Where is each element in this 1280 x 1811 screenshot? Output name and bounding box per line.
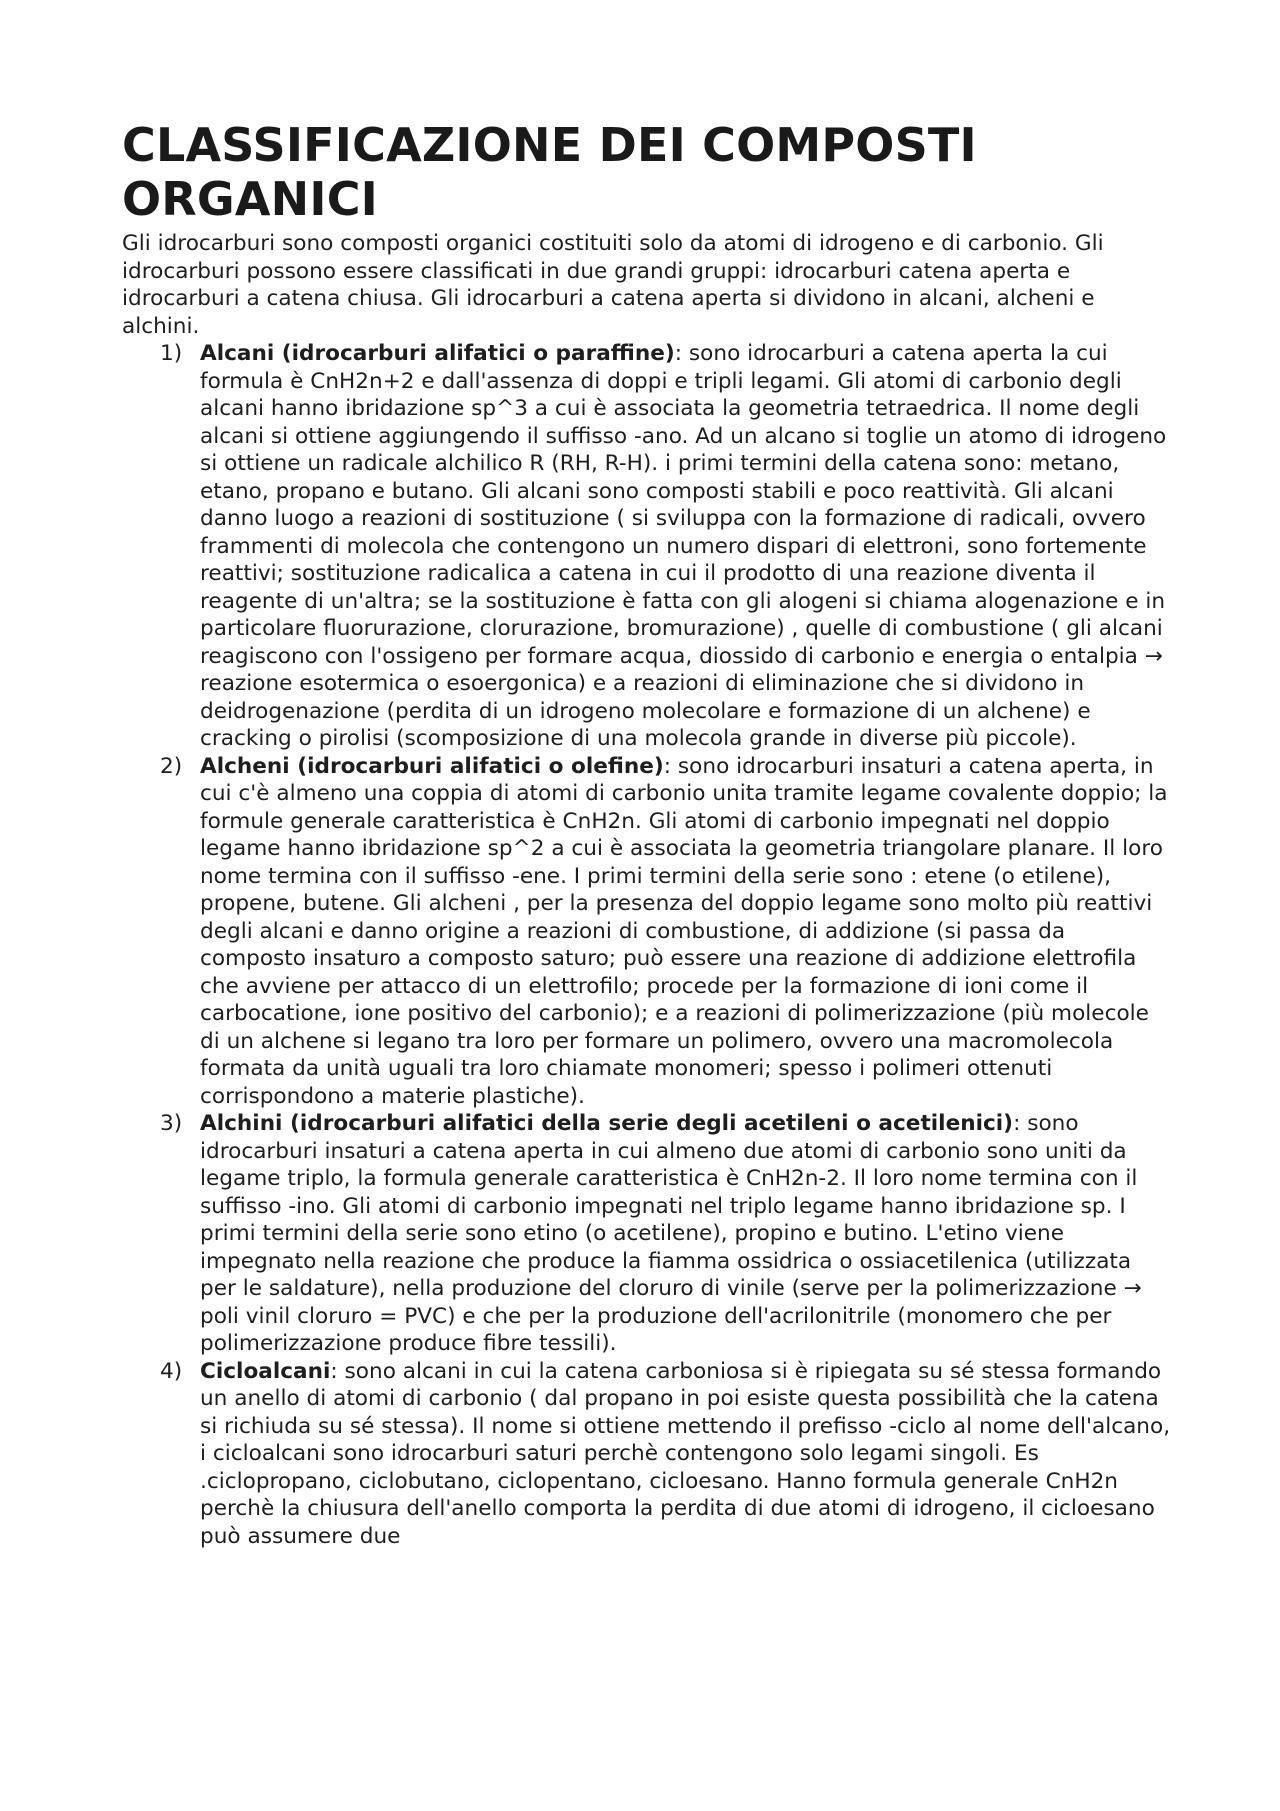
- document-page: [122, 118, 1172, 1550]
- item-number: 3): [160, 1111, 183, 1136]
- item-text: : sono idrocarburi insaturi a catena aperta, in cui c'è almeno una coppia di atomi di carbonio unita tramite legame covalente doppio; la formule generale caratteristica è CnH2n. Gli atomi di carbonio impegnati nel doppio legame hanno ibridazione sp^2 a cui è associata la geometria triangolare planare. Il loro nome termina con il suffisso -ene. I primi termini della serie sono : etene (o etilene), propene, butene. Gli alcheni , per la presenza del doppio legame sono molto più reattivi degli alcani e danno origine a reazioni di combustione, di addizione (si passa da composto insaturo a composto saturo; può essere una reazione di addizione elettrofila che avviene per attacco di un elettrofilo; procede per la formazione di ioni come il carbocatione, ione positivo del carbonio); e a reazioni di polimerizzazione (più molecole di un alchene si legano tra loro per formare un polimero, ovvero una macromolecola formata da unità uguali tra loro chiamate monomeri; spesso i polimeri ottenuti corrispondono a materie plastiche).: [200, 753, 1168, 1109]
- item-number: 1): [160, 341, 183, 366]
- item-term: Alchini (idrocarburi alifatici della serie degli acetileni o acetilenici): [200, 1111, 1014, 1136]
- hydrocarbon-list: [122, 340, 1172, 1550]
- list-item-cicloalcani: [122, 1358, 1172, 1551]
- item-number: 4): [160, 1358, 183, 1384]
- item-text: : sono idrocarburi insaturi a catena aperta in cui almeno due atomi di carbonio sono uniti da legame triplo, la formula generale caratteristica è CnH2n-2. Il loro nome termina con il suffisso -ino. Gli atomi di carbonio impegnati nel triplo legame hanno ibridazione sp. I primi termini della serie sono etino (o acetilene), propino e butino. L'etino viene impegnato nella reazione che produce la fiamma ossidrica o ossiacetilenica (utilizzata per le saldature), nella produzione del cloruro di vinile (serve per la polimerizzazione → poli vinil cloruro = PVC) e che per la produzione dell'acrilonitrile (monomero che per polimerizzazione produce fibre tessili).: [200, 1111, 1142, 1356]
- item-term: Cicloalcani: [200, 1358, 331, 1384]
- list-item-alchini: [122, 1110, 1172, 1358]
- item-number: 2): [160, 753, 183, 779]
- item-text: : sono alcani in cui la catena carboniosa si è ripiegata su sé stessa formando un anello di atomi di carbonio ( dal propano in poi esiste questa possibilità che la catena si richiuda su sé stessa). Il nome si ottiene mettendo il prefisso -ciclo al nome dell'alcano, i cicloalcani sono idrocarburi saturi perchè contengono solo legami singoli. Es .ciclopropano, ciclobutano, ciclopentano, cicloesano. Hanno formula generale CnH2n perchè la chiusura dell'anello comporta la perdita di due atomi di idrogeno, il cicloesano può assumere due: [200, 1358, 1171, 1549]
- document-title: CLASSIFICAZIONE DEI COMPOSTI ORGANICI: [122, 118, 977, 226]
- list-item-alcheni: [122, 753, 1172, 1111]
- item-text: : sono idrocarburi a catena aperta la cui formula è CnH2n+2 e dall'assenza di doppi e tripli legami. Gli atomi di carbonio degli alcani hanno ibridazione sp^3 a cui è associata la geometria tetraedrica. Il nome degli alcani si ottiene aggiungendo il suffisso -ano. Ad un alcano si toglie un atomo di idrogeno si ottiene un radicale alchilico R (RH, R-H). i primi termini della catena sono: metano, etano, propano e butano. Gli alcani sono composti stabili e poco reattività. Gli alcani danno luogo a reazioni di sostituzione ( si sviluppa con la formazione di radicali, ovvero frammenti di molecola che contengono un numero dispari di elettroni, sono fortemente reattivi; sostituzione radicalica a catena in cui il prodotto di una reazione diventa il reagente di un'altra; se la sostituzione è fatta con gli alogeni si chiama alogenazione e in particolare fluorurazione, clorurazione, bromurazione) , quelle di combustione ( gli alcani reagiscono con l'ossigeno per formare acqua, diossido di carbonio e energia o entalpia → reazione esotermica o esoergonica) e a reazioni di eliminazione che si dividono in deidrogenazione (perdita di un idrogeno molecolare e formazione di un alchene) e cracking o pirolisi (scomposizione di una molecola grande in diverse più piccole).: [200, 341, 1167, 751]
- list-item-alcani: [122, 340, 1172, 753]
- item-term: Alcani (idrocarburi alifatici o paraffine): [200, 341, 675, 366]
- item-term: Alcheni (idrocarburi alifatici o olefine): [200, 753, 664, 779]
- intro-paragraph: Gli idrocarburi sono composti organici costituiti solo da atomi di idrogeno e di carbonio. Gli idrocarburi possono essere classificati in due grandi gruppi: idrocarburi catena aperta e idrocarburi a catena chiusa. Gli idrocarburi a catena aperta si dividono in alcani, alcheni e alchini.: [122, 231, 1104, 339]
